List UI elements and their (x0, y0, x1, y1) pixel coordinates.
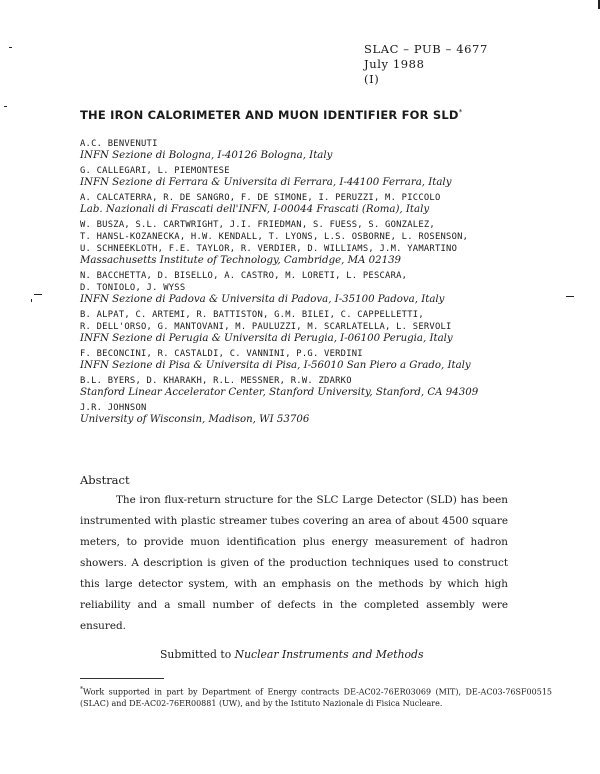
report-code: (I) (364, 72, 380, 86)
author-names: N. BACCHETTA, D. BISELLO, A. CASTRO, M. LORETI, L. PESCARA, (80, 271, 408, 281)
report-date: July 1988 (364, 57, 425, 71)
author-group (80, 309, 550, 345)
scan-mark-left-3 (34, 294, 42, 295)
author-names: U. SCHNEEKLOTH, F.E. TAYLOR, R. VERDIER, D. WILLIAMS, J.M. YAMARTINO (80, 244, 458, 254)
author-affiliation: INFN Sezione di Pisa & Universita di Pisa, I-56010 San Piero a Grado, Italy (80, 360, 471, 371)
journal-name: Nuclear Instruments and Methods (234, 648, 424, 661)
author-group (80, 138, 550, 162)
author-affiliation: Stanford Linear Accelerator Center, Stanford University, Stanford, CA 94309 (80, 387, 479, 398)
author-affiliation: Lab. Nazionali di Frascati dell'INFN, I-00044 Frascati (Roma), Italy (80, 204, 430, 215)
author-affiliation: Massachusetts Institute of Technology, Cambridge, MA 02139 (80, 255, 402, 266)
footnote-text: Work supported in part by Department of Energy contracts DE-AC02-76ER03069 (MIT), DE-AC03-76SF00515 (SLAC) and DE-AC02-76ER00881 (UW), and by the Istituto Nazionale di Fisica Nucleare. (80, 687, 552, 708)
author-names: R. DELL'ORSO, G. MANTOVANI, M. PAULUZZI, M. SCARLATELLA, L. SERVOLI (80, 322, 452, 332)
author-group (80, 402, 550, 426)
author-names: F. BECONCINI, R. CASTALDI, C. VANNINI, P.G. VERDINI (80, 349, 363, 359)
paper-title (80, 108, 580, 122)
author-names: J.R. JOHNSON (80, 403, 147, 413)
author-group (80, 375, 550, 399)
title-footnote-marker: * (458, 108, 463, 117)
scan-mark-left-2 (4, 106, 7, 107)
paper-title-text: THE IRON CALORIMETER AND MUON IDENTIFIER FOR SLD (80, 108, 459, 122)
author-names: T. HANSL-KOZANECKA, H.W. KENDALL, T. LYONS, L.S. OSBORNE, L. ROSENSON, (80, 232, 469, 242)
footnote-marker: * (80, 686, 83, 693)
scan-mark-right-mid (566, 296, 574, 297)
author-names: B. ALPAT, C. ARTEMI, R. BATTISTON, G.M. BILEI, C. CAPPELLETTI, (80, 310, 424, 320)
author-group (80, 192, 550, 216)
footnote (80, 684, 552, 709)
author-group (80, 165, 550, 189)
report-identifier (364, 42, 488, 87)
author-names: A.C. BENVENUTI (80, 139, 158, 149)
submitted-prefix: Submitted to (160, 648, 232, 661)
author-affiliation: INFN Sezione di Bologna, I-40126 Bologna, Italy (80, 150, 333, 161)
author-group (80, 348, 550, 372)
report-number: SLAC – PUB – 4677 (364, 42, 488, 56)
author-names: B.L. BYERS, D. KHARAKH, R.L. MESSNER, R.W. ZDARKO (80, 376, 352, 386)
abstract-heading: Abstract (80, 473, 130, 487)
abstract-body: The iron flux-return structure for the SLC Large Detector (SLD) has been instrumented with plastic streamer tubes covering an area of about 4500 square meters, to provide muon identification plus energy measurement of hadron showers. A description is given of the production techniques used to construct this large detector system, with an emphasis on the methods by which high reliability and a small number of defects in the completed assembly were ensured. (80, 494, 508, 632)
author-names: G. CALLEGARI, L. PIEMONTESE (80, 166, 230, 176)
scan-mark-left-4 (31, 299, 32, 302)
author-names: W. BUSZA, S.L. CARTWRIGHT, J.I. FRIEDMAN, S. FUESS, S. GONZALEZ, (80, 220, 435, 230)
submission-note (160, 648, 460, 661)
scan-mark-left-1 (9, 47, 12, 48)
author-group (80, 270, 550, 306)
author-list (80, 138, 550, 429)
author-affiliation: INFN Sezione di Ferrara & Universita di Ferrara, I-44100 Ferrara, Italy (80, 177, 452, 188)
author-names: D. TONIOLO, J. WYSS (80, 283, 186, 293)
author-affiliation: INFN Sezione di Perugia & Universita di Perugia, I-06100 Perugia, Italy (80, 333, 453, 344)
author-group (80, 219, 550, 267)
author-affiliation: INFN Sezione di Padova & Universita di Padova, I-35100 Padova, Italy (80, 294, 445, 305)
author-names: A. CALCATERRA, R. DE SANGRO, F. DE SIMONE, I. PERUZZI, M. PICCOLO (80, 193, 441, 203)
footnote-rule (80, 678, 164, 679)
author-affiliation: University of Wisconsin, Madison, WI 53706 (80, 414, 310, 425)
